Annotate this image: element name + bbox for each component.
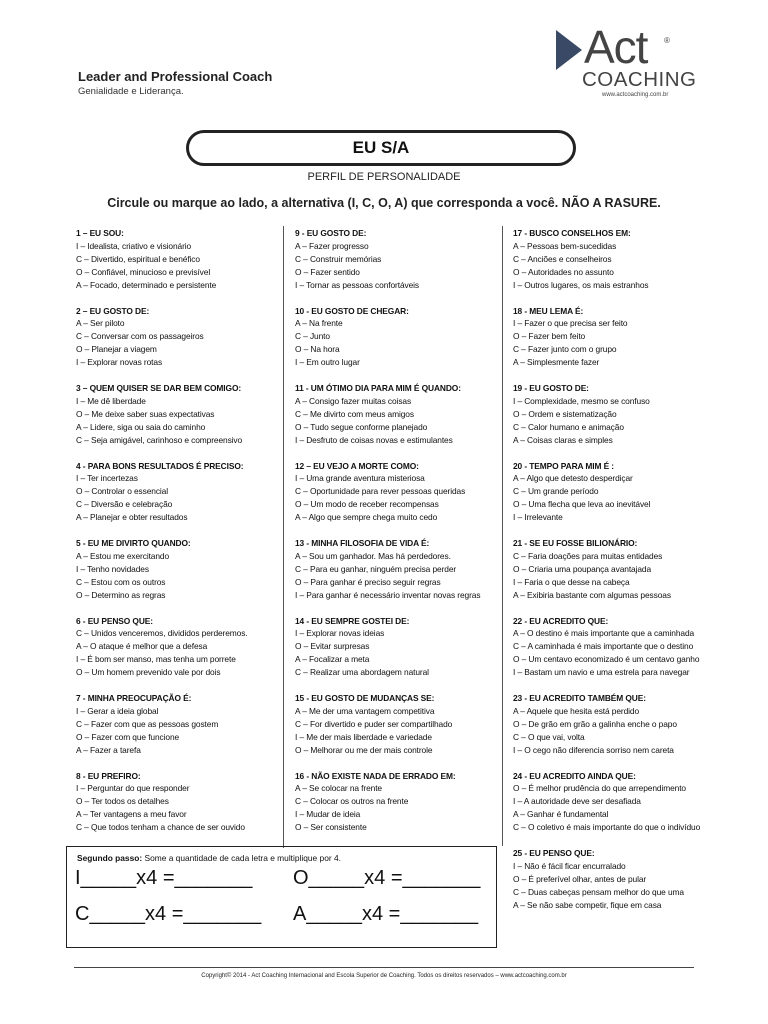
question-block [76,537,276,615]
answer-option[interactable]: C – Unidos venceremos, divididos perderemos. [76,628,248,639]
answer-option[interactable]: A – Pessoas bem-sucedidas [513,240,617,251]
answer-option[interactable]: C – Colocar os outros na frente [295,796,409,807]
formula-o[interactable]: O_____x4 =_______ [293,867,481,889]
header [78,69,272,97]
question-block [76,770,276,848]
header-title: Leader and Professional Coach [78,69,273,84]
answer-option[interactable]: A – Me der uma vantagem competitiva [295,705,435,716]
answer-option[interactable]: O – É melhor prudência do que arrependimento [513,783,686,794]
answer-option[interactable]: O – Ser consistente [295,822,367,833]
answer-option[interactable]: A – Algo que detesto desperdiçar [513,473,633,484]
answer-option[interactable]: I – Para ganhar é necessário inventar novas regras [295,589,481,600]
answer-option[interactable]: A – Se colocar na frente [295,783,382,794]
question-block [513,460,713,538]
answer-option[interactable]: C – Oportunidade para rever pessoas queridas [295,486,466,497]
answer-option[interactable]: C – Anciões e conselheiros [513,253,612,264]
logo-url: www.actcoaching.com.br [602,92,669,98]
answer-option[interactable]: I – Não é fácil ficar encurralado [513,860,626,871]
question-title: 3 – QUEM QUISER SE DAR BEM COMIGO: [76,383,242,393]
answer-option[interactable]: I – Explorar novas rotas [76,357,163,368]
answer-option[interactable]: C – A caminhada é mais importante que o destino [513,641,694,652]
logo-coaching-text: COACHING [582,68,697,91]
instructions: Circule ou marque ao lado, a alternativa (I, C, O, A) que corresponda a você. NÃO A RASURE. [107,196,661,210]
answer-option[interactable]: O – Na hora [295,344,340,355]
answer-option[interactable]: A – O destino é mais importante que a caminhada [513,628,695,639]
answer-option[interactable]: A – O ataque é melhor que a defesa [76,641,208,652]
answer-option[interactable]: O – Um modo de receber recompensas [295,499,439,510]
answer-option[interactable]: A – Ter vantagens a meu favor [76,809,187,820]
answer-option[interactable]: A – Exibiria bastante com algumas pessoas [513,589,671,600]
formula-i[interactable]: I_____x4 =_______ [75,867,253,889]
answer-option[interactable]: C – Conversar com os passageiros [76,331,204,342]
answer-option[interactable]: C – Um grande período [513,486,599,497]
answer-option[interactable]: C – Estou com os outros [76,576,166,587]
question-block [295,227,499,305]
answer-option[interactable]: C – Divertido, espiritual e benéfico [76,253,200,264]
act-coaching-logo [556,21,697,102]
question-title: 4 - PARA BONS RESULTADOS É PRECISO: [76,460,244,471]
question-title: 18 - MEU LEMA É: [513,305,584,316]
answer-option[interactable]: O – Ordem e sistematização [513,408,617,419]
question-block [295,460,499,538]
answer-option[interactable]: C – Me divirto com meus amigos [295,408,414,419]
question-block [295,305,499,383]
answer-option[interactable]: C – Para eu ganhar, ninguém precisa perder [295,563,457,574]
answer-option[interactable]: I – É bom ser manso, mas tenha um porrete [76,654,236,665]
answer-option[interactable]: C – Seja amigável, carinhoso e compreensivo [76,434,243,445]
answer-option[interactable]: O – Fazer com que funcione [76,731,180,742]
answer-option[interactable]: I – Faria o que desse na cabeça [513,576,630,587]
answer-option[interactable]: I – Em outro lugar [295,357,360,368]
page-subtitle: PERFIL DE PERSONALIDADE [307,171,461,183]
answer-option[interactable]: I – Explorar novas ideias [295,628,385,639]
question-block [513,305,713,383]
answer-option[interactable]: I – Me der mais liberdade e variedade [295,731,432,742]
answer-option[interactable]: C – Calor humano e animação [513,421,624,432]
question-title: 17 - BUSCO CONSELHOS EM: [513,228,631,238]
answer-option[interactable]: O – Planejar a viagem [76,344,157,355]
answer-option[interactable]: C – Fazer com que as pessoas gostem [76,718,219,729]
answer-option[interactable]: O – Um homem prevenido vale por dois [76,667,221,678]
question-block [513,227,713,305]
answer-option[interactable]: A – Na frente [295,318,343,329]
answer-option[interactable]: C – Faria doações para muitas entidades [513,550,663,561]
question-title: 22 - EU ACREDITO QUE: [513,615,609,626]
answer-option[interactable]: I – Perguntar do que responder [76,783,190,794]
question-title: 7 - MINHA PREOCUPAÇÃO É: [76,693,192,703]
question-block [513,382,713,460]
answer-option[interactable]: A – Coisas claras e simples [513,434,613,445]
question-block [513,770,713,848]
answer-option[interactable]: C – Construir memórias [295,253,382,264]
question-block [76,305,276,383]
question-title: 10 - EU GOSTO DE CHEGAR: [295,305,409,316]
header-subtitle: Genialidade e Liderança. [78,86,184,97]
answer-option[interactable]: A – Ser piloto [76,318,125,329]
answer-option[interactable]: A – Aquele que hesita está perdido [513,705,640,716]
answer-option[interactable]: I – Ter incertezas [76,473,138,484]
score-instructions [77,853,341,863]
column-divider [502,226,503,846]
question-title: 14 - EU SEMPRE GOSTEI DE: [295,615,410,626]
question-title: 13 - MINHA FILOSOFIA DE VIDA É: [295,538,430,548]
answer-option[interactable]: C – For divertido e puder ser compartilhado [295,718,453,729]
question-title: 15 - EU GOSTO DE MUDANÇAS SE: [295,693,435,703]
answer-option[interactable]: I – Fazer o que precisa ser feito [513,318,628,329]
answer-option[interactable]: C – Que todos tenham a chance de ser ouvido [76,822,245,833]
question-block [295,615,499,693]
answer-option[interactable]: A – Sou um ganhador. Mas há perdedores. [295,550,451,561]
answer-option[interactable]: C – Realizar uma abordagem natural [295,667,429,678]
answer-option[interactable]: I – Idealista, criativo e visionário [76,240,192,251]
answer-option[interactable]: C – O coletivo é mais importante do que o indivíduo [513,822,701,833]
answer-option[interactable]: A – Consigo fazer muitas coisas [295,395,412,406]
score-text: Some a quantidade de cada letra e multiplique por 4. [142,853,341,863]
question-title: 2 – EU GOSTO DE: [76,305,150,316]
answer-option[interactable]: I – Bastam um navio e uma estrela para navegar [513,667,690,678]
question-title: 9 - EU GOSTO DE: [295,228,367,238]
answer-option[interactable]: I – Mudar de ideia [295,809,361,820]
answer-option[interactable]: O – Criaria uma poupança avantajada [513,563,652,574]
answer-option[interactable]: I – Tornar as pessoas confortáveis [295,279,419,290]
question-block [76,692,276,770]
answer-option[interactable]: A – Algo que sempre chega muito cedo [295,512,438,523]
answer-option[interactable]: O – Me deixe saber suas expectativas [76,408,215,419]
question-block [295,382,499,460]
answer-option[interactable]: I – O cego não diferencia sorriso nem careta [513,744,674,755]
answer-option[interactable]: O – Um centavo economizado é um centavo ganho [513,654,700,665]
answer-option[interactable]: O – Tudo segue conforme planejado [295,421,428,432]
answer-option[interactable]: A – Se não sabe competir, fique em casa [513,899,662,910]
answer-option[interactable]: I – Tenho novidades [76,563,149,574]
answer-option[interactable]: I – A autoridade deve ser desafiada [513,796,641,807]
question-block [76,460,276,538]
answer-option[interactable]: O – Fazer sentido [295,266,360,277]
answer-option[interactable]: I – Gerar a ideia global [76,705,159,716]
answer-option[interactable]: O – Controlar o essencial [76,486,168,497]
answer-option[interactable]: C – O que vai, volta [513,731,585,742]
answer-option[interactable]: C – Fazer junto com o grupo [513,344,617,355]
answer-option[interactable]: O – Evitar surpresas [295,641,370,652]
answer-option[interactable]: A – Lidere, siga ou saia do caminho [76,421,206,432]
question-block [295,692,499,770]
answer-option[interactable]: I – Uma grande aventura misteriosa [295,473,425,484]
answer-option[interactable]: A – Fazer a tarefa [76,744,141,755]
question-column-3 [513,227,713,925]
answer-option[interactable]: C – Diversão e celebração [76,499,173,510]
question-block [295,537,499,615]
answer-option[interactable]: O – Para ganhar é preciso seguir regras [295,576,441,587]
question-title: 16 - NÃO EXISTE NADA DE ERRADO EM: [295,770,456,781]
answer-option[interactable]: O – Autoridades no assunto [513,266,614,277]
question-block [76,227,276,305]
footer-copyright: Copyright© 2014 - Act Coaching Internacional and Escola Superior de Coaching. Todos os direitos reservados – www.actcoaching.com.br [201,973,567,979]
formula-a[interactable]: A_____x4 =_______ [293,903,479,925]
answer-option[interactable]: O – Fazer bem feito [513,331,586,342]
question-title: 23 - EU ACREDITO TAMBÉM QUE: [513,693,646,703]
answer-option[interactable]: A – Planejar e obter resultados [76,512,188,523]
question-title: 5 - EU ME DIVIRTO QUANDO: [76,538,191,548]
answer-option[interactable]: O – Determino as regras [76,589,166,600]
score-label: Segundo passo: [77,853,143,863]
formula-c[interactable]: C_____x4 =_______ [75,903,262,925]
question-title: 20 - TEMPO PARA MIM É : [513,460,614,471]
answer-option[interactable]: I – Me dê liberdade [76,395,146,406]
question-column-1 [76,227,276,847]
logo-act-text: Act [584,21,648,73]
answer-option[interactable]: A – Ganhar é fundamental [513,809,609,820]
footer-divider [74,967,694,968]
question-title: 21 - SE EU FOSSE BILIONÁRIO: [513,538,638,548]
question-column-2 [295,227,499,847]
answer-option[interactable]: O – Melhorar ou me der mais controle [295,744,433,755]
question-title: 19 - EU GOSTO DE: [513,383,589,393]
question-title: 25 - EU PENSO QUE: [513,848,595,858]
column-divider [283,226,284,848]
question-title: 12 – EU VEJO A MORTE COMO: [295,460,419,471]
question-title: 1 – EU SOU: [76,228,124,238]
answer-option[interactable]: A – Focado, determinado e persistente [76,279,217,290]
question-title: 24 - EU ACREDITO AINDA QUE: [513,770,636,781]
question-block [76,615,276,693]
answer-option[interactable]: A – Fazer progresso [295,240,369,251]
logo-registered-mark: ® [664,36,670,45]
question-title: 8 - EU PREFIRO: [76,770,141,781]
answer-option[interactable]: A – Focalizar a meta [295,654,370,665]
answer-option[interactable]: A – Estou me exercitando [76,550,170,561]
question-block [513,692,713,770]
answer-option[interactable]: O – De grão em grão a galinha enche o papo [513,718,677,729]
answer-option[interactable]: O – Confiável, minucioso e previsível [76,266,211,277]
question-title: 6 - EU PENSO QUE: [76,615,153,626]
answer-option[interactable]: O – Uma flecha que leva ao inevitável [513,499,651,510]
answer-option[interactable]: C – Duas cabeças pensam melhor do que uma [513,886,684,897]
answer-option[interactable]: O – Ter todos os detalhes [76,796,169,807]
question-block [513,615,713,693]
score-box [66,846,497,948]
question-block [513,537,713,615]
question-title: 11 - UM ÓTIMO DIA PARA MIM É QUANDO: [295,383,461,393]
question-block [295,770,499,848]
answer-option[interactable]: I – Desfruto de coisas novas e estimulantes [295,434,453,445]
play-triangle-icon [556,30,582,70]
answer-option[interactable]: I – Complexidade, mesmo se confuso [513,395,650,406]
answer-option[interactable]: A – Simplesmente fazer [513,357,600,368]
answer-option[interactable]: I – Irrelevante [513,512,563,523]
question-block [513,847,713,925]
answer-option[interactable]: C – Junto [295,331,330,342]
answer-option[interactable]: I – Outros lugares, os mais estranhos [513,279,649,290]
page-title: EU S/A [186,130,576,166]
question-block [76,382,276,460]
answer-option[interactable]: O – É preferível olhar, antes de pular [513,873,647,884]
